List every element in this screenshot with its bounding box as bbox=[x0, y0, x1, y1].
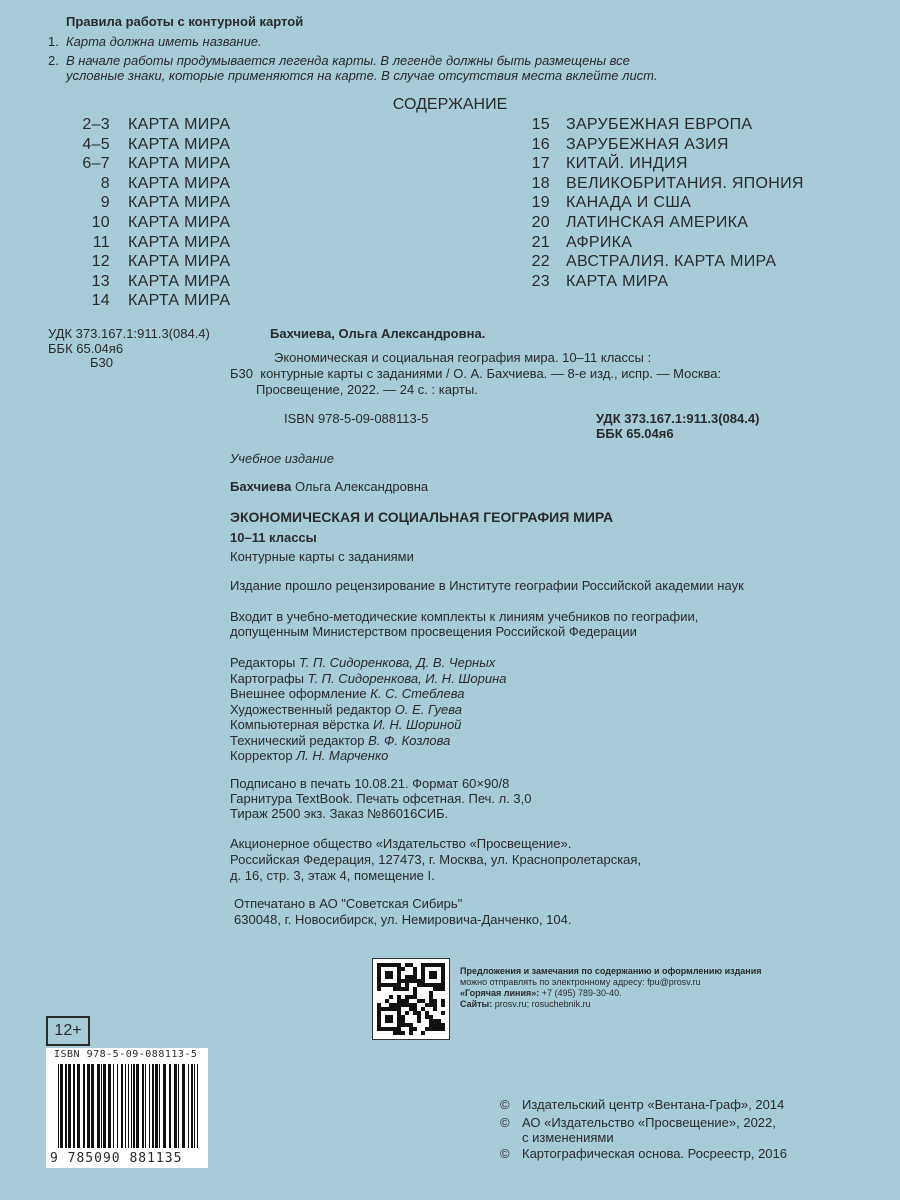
toc-page-number: 9 bbox=[100, 194, 110, 212]
edition-review: Издание прошло рецензирование в Институте географии Российской академии наук bbox=[230, 578, 744, 593]
catalog-udk-bold: УДК 373.167.1:911.3(084.4) bbox=[596, 411, 760, 426]
credit-names: К. С. Стеблева bbox=[370, 686, 465, 701]
author-code: Б30 bbox=[90, 355, 113, 370]
toc-title: КАРТА МИРА bbox=[128, 135, 231, 153]
credit-line bbox=[230, 717, 461, 732]
catalog-desc-2: Б30 контурные карты с заданиями / О. А. Бахчиева. — 8-е изд., испр. — Москва: bbox=[230, 366, 722, 381]
rule-2-continued: условные знаки, которые применяются на карте. В случае отсутствия места вклейте лист. bbox=[66, 68, 658, 83]
toc-page-number: 15 bbox=[531, 116, 550, 133]
toc-title: КАРТА МИРА bbox=[128, 292, 231, 310]
catalog-bbk-bold: ББК 65.04я6 bbox=[596, 426, 674, 441]
printer-line-1: Отпечатано в АО "Советская Сибирь" bbox=[234, 896, 463, 911]
toc-title: КАРТА МИРА bbox=[128, 174, 231, 192]
catalog-desc-1: Экономическая и социальная география мира. 10–11 классы : bbox=[274, 350, 652, 365]
feedback-title: Предложения и замечания по содержанию и оформлению издания bbox=[460, 966, 762, 976]
toc-entry bbox=[68, 194, 230, 212]
toc-page-number: 11 bbox=[92, 233, 110, 251]
credit-role: Корректор bbox=[230, 748, 293, 763]
toc-entry bbox=[68, 273, 230, 291]
credit-line bbox=[230, 655, 495, 670]
toc-entry bbox=[510, 194, 691, 212]
credit-names: Т. П. Сидоренкова, И. Н. Шорина bbox=[307, 670, 507, 686]
contents-title: СОДЕРЖАНИЕ bbox=[392, 96, 508, 113]
catalog-author: Бахчиева, Ольга Александровна. bbox=[270, 326, 486, 341]
printer-line-2: 630048, г. Новосибирск, ул. Немировича-Данченко, 104. bbox=[234, 912, 572, 927]
copyright-text: Картографическая основа. Росреестр, 2016 bbox=[522, 1146, 788, 1161]
copyright-line bbox=[500, 1130, 614, 1145]
barcode-digits: 9 785090 881135 bbox=[50, 1151, 183, 1166]
publisher-line-2: Российская Федерация, 127473, г. Москва, ул. Краснопролетарская, bbox=[230, 852, 642, 867]
credit-role: Компьютерная вёрстка bbox=[230, 717, 370, 732]
copyright-line bbox=[500, 1097, 784, 1112]
toc-title: КАРТА МИРА bbox=[128, 194, 231, 212]
toc-page-number: 4–5 bbox=[82, 135, 110, 153]
toc-title: КАРТА МИРА bbox=[128, 155, 231, 173]
toc-entry bbox=[68, 116, 230, 134]
toc-title: КАРТА МИРА bbox=[566, 272, 669, 290]
toc-title: ВЕЛИКОБРИТАНИЯ. ЯПОНИЯ bbox=[566, 174, 804, 192]
feedback-hotline: «Горячая линия»: +7 (495) 789-30-40. bbox=[460, 988, 622, 998]
credit-names: И. Н. Шориной bbox=[373, 717, 462, 732]
toc-page-number: 21 bbox=[531, 233, 550, 251]
toc-entry bbox=[68, 155, 230, 173]
print-info-1: Подписано в печать 10.08.21. Формат 60×90/8 bbox=[230, 776, 510, 791]
toc-page-number: 17 bbox=[531, 155, 550, 173]
toc-entry bbox=[68, 292, 230, 310]
toc-entry bbox=[510, 234, 632, 252]
edition-complex-2: допущенным Министерством просвещения Российской Федерации bbox=[230, 624, 637, 639]
toc-title: ЛАТИНСКАЯ АМЕРИКА bbox=[566, 214, 749, 231]
rules-title: Правила работы с контурной картой bbox=[66, 14, 304, 29]
credit-line bbox=[230, 671, 506, 686]
credit-names: В. Ф. Козлова bbox=[368, 732, 451, 748]
toc-page-number: 8 bbox=[100, 174, 110, 192]
toc-entry bbox=[510, 253, 776, 271]
copyright-icon: © bbox=[500, 1146, 510, 1161]
toc-page-number: 10 bbox=[91, 214, 110, 231]
toc-entry bbox=[68, 253, 230, 271]
toc-entry bbox=[510, 155, 688, 173]
barcode bbox=[46, 1048, 208, 1168]
credit-line bbox=[230, 733, 450, 748]
toc-page-number: 19 bbox=[531, 194, 550, 212]
credit-role: Картографы bbox=[230, 670, 305, 686]
credit-role: Художественный редактор bbox=[230, 701, 392, 717]
publisher-line-3: д. 16, стр. 3, этаж 4, помещение I. bbox=[230, 868, 435, 883]
catalog-isbn: ISBN 978-5-09-088113-5 bbox=[284, 411, 429, 426]
toc-title: КАРТА МИРА bbox=[128, 214, 231, 231]
qr-code-icon bbox=[372, 958, 450, 1040]
edition-complex-1: Входит в учебно-методические комплекты к линиям учебников по географии, bbox=[230, 609, 699, 624]
edition-type: Учебное издание bbox=[230, 451, 334, 466]
credit-role: Внешнее оформление bbox=[230, 686, 367, 701]
rule-2: 2. В начале работы продумывается легенда карты. В легенде должны быть размещены все bbox=[48, 53, 630, 68]
toc-entry bbox=[68, 234, 230, 252]
toc-title: ЗАРУБЕЖНАЯ ЕВРОПА bbox=[566, 116, 753, 133]
toc-page-number: 12 bbox=[91, 253, 110, 271]
print-info-3: Тираж 2500 экз. Заказ №86016СИБ. bbox=[230, 806, 449, 821]
toc-title: КАРТА МИРА bbox=[128, 272, 231, 290]
credit-names: Т. П. Сидоренкова, Д. В. Черных bbox=[298, 655, 496, 670]
copyright-text: АО «Издательство «Просвещение», 2022, bbox=[522, 1115, 776, 1130]
toc-title: АВСТРАЛИЯ. КАРТА МИРА bbox=[566, 253, 777, 271]
credit-line bbox=[230, 748, 388, 763]
toc-entry bbox=[510, 136, 729, 154]
toc-page-number: 2–3 bbox=[82, 116, 110, 133]
credit-names: О. Е. Гуева bbox=[394, 701, 462, 717]
copyright-line bbox=[500, 1115, 776, 1130]
feedback-sites: Сайты: prosv.ru; rosuchebnik.ru bbox=[460, 999, 591, 1009]
toc-title: КАРТА МИРА bbox=[128, 253, 231, 271]
barcode-bars-icon bbox=[56, 1064, 202, 1148]
toc-page-number: 20 bbox=[531, 214, 550, 231]
toc-entry bbox=[68, 214, 230, 232]
toc-page-number: 22 bbox=[531, 253, 550, 271]
edition-grades: 10–11 классы bbox=[230, 530, 317, 545]
copyright-line bbox=[500, 1146, 787, 1161]
catalog-desc-3: Просвещение, 2022. — 24 с. : карты. bbox=[256, 382, 478, 397]
credit-line bbox=[230, 686, 464, 701]
credit-role: Редакторы bbox=[230, 655, 296, 670]
credit-names: Л. Н. Марченко bbox=[296, 748, 389, 763]
toc-entry bbox=[510, 175, 804, 193]
udk-code: УДК 373.167.1:911.3(084.4) bbox=[48, 326, 210, 341]
toc-page-number: 6–7 bbox=[82, 155, 110, 173]
toc-title: КАНАДА И США bbox=[566, 194, 692, 212]
credit-role: Технический редактор bbox=[230, 732, 365, 748]
toc-page-number: 16 bbox=[531, 135, 550, 153]
toc-entry bbox=[68, 175, 230, 193]
toc-title: КАРТА МИРА bbox=[128, 233, 231, 251]
credit-line bbox=[230, 702, 462, 717]
barcode-isbn: ISBN 978-5-09-088113-5 bbox=[54, 1049, 198, 1060]
feedback-email: можно отправлять по электронному адресу: fpu@prosv.ru bbox=[460, 977, 701, 987]
toc-page-number: 13 bbox=[91, 272, 110, 290]
edition-author: Бахчиева Ольга Александровна bbox=[230, 479, 429, 494]
toc-page-number: 18 bbox=[531, 174, 550, 192]
toc-title: КАРТА МИРА bbox=[128, 116, 231, 133]
toc-title: АФРИКА bbox=[566, 233, 633, 251]
toc-entry bbox=[510, 273, 668, 291]
edition-title: ЭКОНОМИЧЕСКАЯ И СОЦИАЛЬНАЯ ГЕОГРАФИЯ МИРА bbox=[230, 509, 614, 525]
toc-title: КИТАЙ. ИНДИЯ bbox=[566, 155, 688, 173]
print-info-2: Гарнитура TextBook. Печать офсетная. Печ. л. 3,0 bbox=[230, 791, 532, 806]
toc-entry bbox=[510, 116, 752, 134]
toc-page-number: 23 bbox=[531, 272, 550, 290]
publisher-line-1: Акционерное общество «Издательство «Просвещение». bbox=[230, 836, 572, 851]
edition-subtitle: Контурные карты с заданиями bbox=[230, 549, 414, 564]
rule-1: 1. Карта должна иметь название. bbox=[48, 34, 262, 49]
toc-entry bbox=[68, 136, 230, 154]
bbk-code: ББК 65.04я6 bbox=[48, 341, 124, 356]
age-rating-badge: 12+ bbox=[46, 1016, 90, 1046]
toc-entry bbox=[510, 214, 748, 232]
toc-title: ЗАРУБЕЖНАЯ АЗИЯ bbox=[566, 135, 729, 153]
copyright-icon: © bbox=[500, 1115, 510, 1130]
copyright-text: Издательский центр «Вентана-Граф», 2014 bbox=[522, 1097, 785, 1112]
copyright-text: с изменениями bbox=[522, 1130, 614, 1145]
toc-page-number: 14 bbox=[91, 292, 110, 310]
copyright-icon: © bbox=[500, 1097, 510, 1112]
